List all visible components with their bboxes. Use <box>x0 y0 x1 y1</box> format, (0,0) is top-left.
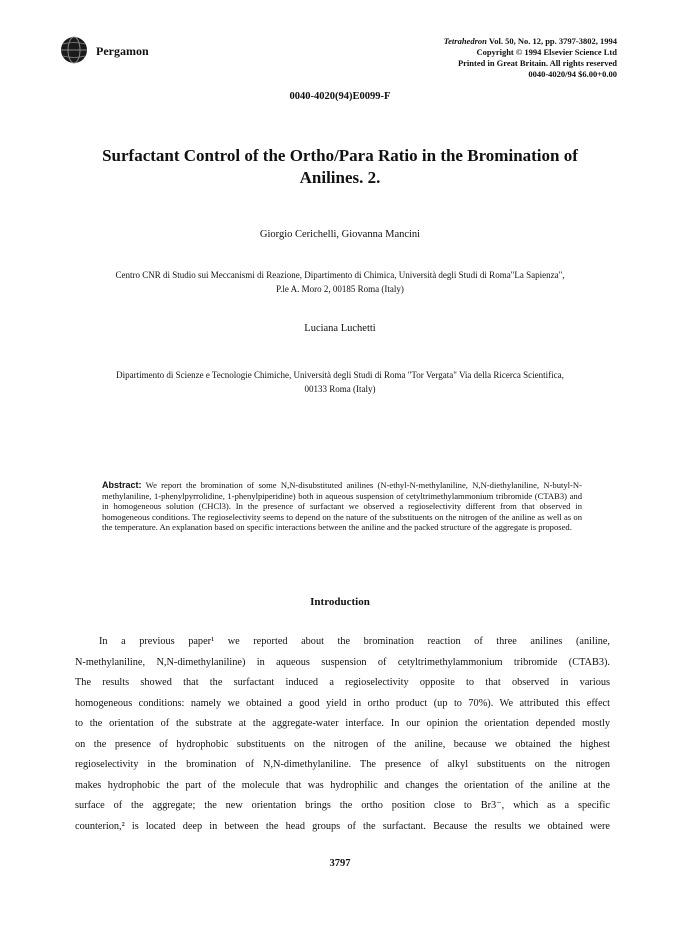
body-line: makes hydrophobic the part of the molecule that was hydrophilic and changes the orientation of the aniline at the <box>75 779 610 791</box>
paper-title <box>60 145 620 189</box>
body-line: regioselectivity in the bromination of N,N-dimethylaniline. The presence of alkyl substituents on the nitrogen <box>75 759 610 770</box>
publisher-name: Pergamon <box>96 44 149 58</box>
pergamon-logo-icon <box>60 36 88 64</box>
affiliation-1-line-1: Centro CNR di Studio sui Meccanismi di Reazione, Dipartimento di Chimica, Università degli Studi di Roma"La Sapienza", <box>115 270 565 280</box>
title-line-1: Surfactant Control of the Ortho/Para Ratio in the Bromination of <box>102 146 578 165</box>
affiliation-2 <box>60 368 620 396</box>
journal-citation-block <box>444 36 617 80</box>
issn-line: 0040-4020/94 $6.00+0.00 <box>528 69 617 79</box>
affiliation-1-line-2: P.le A. Moro 2, 00185 Roma (Italy) <box>276 284 404 294</box>
copyright-line: Copyright © 1994 Elsevier Science Ltd <box>476 47 617 57</box>
introduction-body <box>75 632 610 837</box>
author-list-2: Luciana Luchetti <box>304 323 376 334</box>
affiliation-1 <box>60 268 620 296</box>
body-line: The results showed that the surfactant induced a regioselectivity opposite to that observed in various <box>75 677 610 688</box>
affiliation-2-line-1: Dipartimento di Scienze e Tecnologie Chimiche, Università degli Studi di Roma "Tor Vergata" Via della Ricerca Scientifica, <box>116 370 564 380</box>
section-heading-introduction: Introduction <box>310 596 370 608</box>
journal-name: Tetrahedron <box>443 36 487 46</box>
journal-ref: Vol. 50, No. 12, pp. 3797-3802, 1994 <box>488 36 617 46</box>
affiliation-2-line-2: 00133 Roma (Italy) <box>304 384 376 394</box>
body-line: counterion,² is located deep in between the head groups of the surfactant. Because the results we obtained were <box>75 820 610 832</box>
body-line: homogeneous conditions: namely we obtained a good yield in ortho product (up to 70%). We attributed this effect <box>75 697 610 709</box>
body-line: surface of the aggregate; the new orientation brings the ortho position close to Br3⁻, which as a specific <box>75 800 610 811</box>
author-list-1: Giorgio Cerichelli, Giovanna Mancini <box>259 229 421 240</box>
printed-line: Printed in Great Britain. All rights reserved <box>457 58 617 68</box>
body-line: to the orientation of the substrate at the aggregate-water interface. In our opinion the orientation depended mostly <box>75 718 610 729</box>
article-doi: 0040-4020(94)E0099-F <box>289 91 391 102</box>
title-line-2: Anilines. 2. <box>299 168 381 187</box>
body-line: N-methylaniline, N,N-dimethylaniline) in aqueous suspension of cetyltrimethylammonium tribromide (CTAB3). <box>75 656 610 668</box>
body-line: In a previous paper¹ we reported about the bromination reaction of three anilines (aniline, <box>99 636 610 647</box>
abstract-text: We report the bromination of some N,N-disubstituted anilines (N-ethyl-N-methylaniline, N,N-diethylaniline, N-butyl-N-methylaniline, 1-phenylpyrrolidine, 1-phenylpiperidine) both in aqueous suspension of cetyltrimethylammonium tribromide (CTAB3) and in homogeneous solution (CHCl3). In the presence of surfactant we observed a regioselectivity different from that observed in homogeneous conditions. The regioselectivity seems to depend on the nature of the substituents on the nitrogen of the aniline as well as on the temperature. An explanation based on specific interactions between the aniline and the packed structure of the aggregate is proposed. <box>102 480 582 532</box>
abstract <box>102 480 582 533</box>
body-line: on the presence of hydrophobic substituents on the nitrogen of the aniline, because we obtained the highest <box>75 738 610 750</box>
abstract-label: Abstract: <box>102 480 142 490</box>
page-number: 3797 <box>329 858 351 869</box>
